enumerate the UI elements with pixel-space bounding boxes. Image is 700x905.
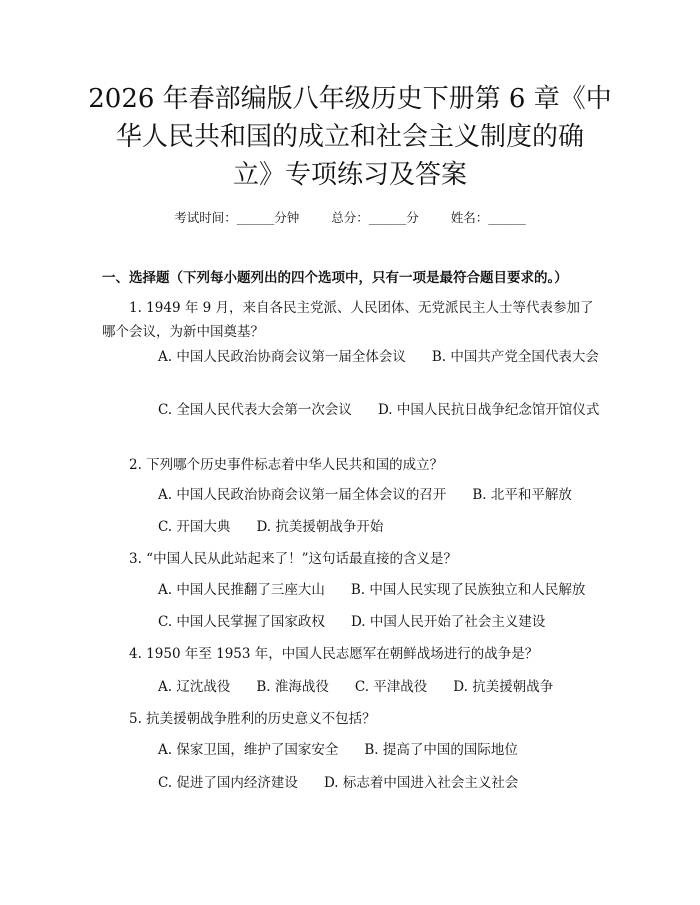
option-b: B. 北平和平解放 [472, 487, 572, 503]
question-2: 2. 下列哪个历史事件标志着中华人民共和国的成立？ [129, 457, 444, 473]
option-b: B. 淮海战役 [256, 679, 329, 695]
option-d: D. 抗美援朝战争 [453, 679, 554, 695]
question-1-options-ab [102, 345, 602, 369]
option-c: C. 开国大典 [158, 519, 231, 535]
exam-time: 考试时间：______分钟 [174, 210, 300, 225]
question-5: 5. 抗美援朝战争胜利的历史意义不包括？ [129, 711, 376, 727]
option-d: D. 抗美援朝战争开始 [256, 519, 384, 535]
option-a: A. 中国人民政治协商会议第一届全体会议 [158, 349, 406, 365]
question-1-options-cd [102, 398, 602, 422]
option-c: C. 中国人民掌握了国家政权 [158, 614, 325, 630]
question-3: 3. “中国人民从此站起来了！”这句话最直接的含义是？ [129, 551, 457, 567]
total-score: 总分：______分 [331, 210, 419, 225]
exam-meta [0, 208, 700, 226]
title-line-1: 2026 年春部编版八年级历史下册第 6 章《中 [88, 84, 612, 114]
option-a: A. 中国人民政治协商会议第一届全体会议的召开 [158, 487, 447, 503]
document-title [80, 80, 620, 194]
question-3-options-cd [102, 610, 602, 634]
section-heading: 一、选择题（下列每小题列出的四个选项中，只有一项是最符合题目要求的。） [102, 270, 568, 286]
question-5-options-cd [102, 771, 602, 795]
question-2-options-cd [102, 515, 602, 539]
option-b: B. 中国人民实现了民族独立和人民解放 [350, 582, 586, 598]
option-a: A. 保家卫国，维护了国家安全 [158, 742, 339, 758]
option-d: D. 中国人民抗日战争纪念馆开馆仪式 [377, 402, 600, 418]
question-1: 1. 1949 年 9 月，来自各民主党派、人民团体、无党派民主人士等代表参加了哪个会议，为新中国奠基？ [102, 300, 594, 340]
option-c: C. 促进了国内经济建设 [158, 775, 298, 791]
option-c: C. 平津战役 [354, 679, 428, 695]
title-line-2: 华人民共和国的成立和社会主义制度的确 [115, 122, 584, 152]
option-b: B. 提高了中国的国际地位 [364, 742, 518, 758]
option-c: C. 全国人民代表大会第一次会议 [158, 402, 352, 418]
option-b: B. 中国共产党全国代表大会 [431, 349, 599, 365]
title-line-3: 立》专项练习及答案 [232, 160, 467, 190]
question-5-options-ab [102, 738, 602, 762]
student-name: 姓名：______ [450, 210, 526, 225]
question-4: 4. 1950 年至 1953 年，中国人民志愿军在朝鲜战场进行的战争是？ [129, 646, 539, 662]
option-a: A. 辽沈战役 [158, 679, 231, 695]
question-2-options-ab [102, 483, 602, 507]
option-d: D. 中国人民开始了社会主义建设 [350, 614, 546, 630]
question-3-options-ab [102, 578, 602, 602]
option-a: A. 中国人民推翻了三座大山 [158, 582, 325, 598]
question-4-options [102, 675, 602, 699]
option-d: D. 标志着中国进入社会主义社会 [323, 775, 519, 791]
